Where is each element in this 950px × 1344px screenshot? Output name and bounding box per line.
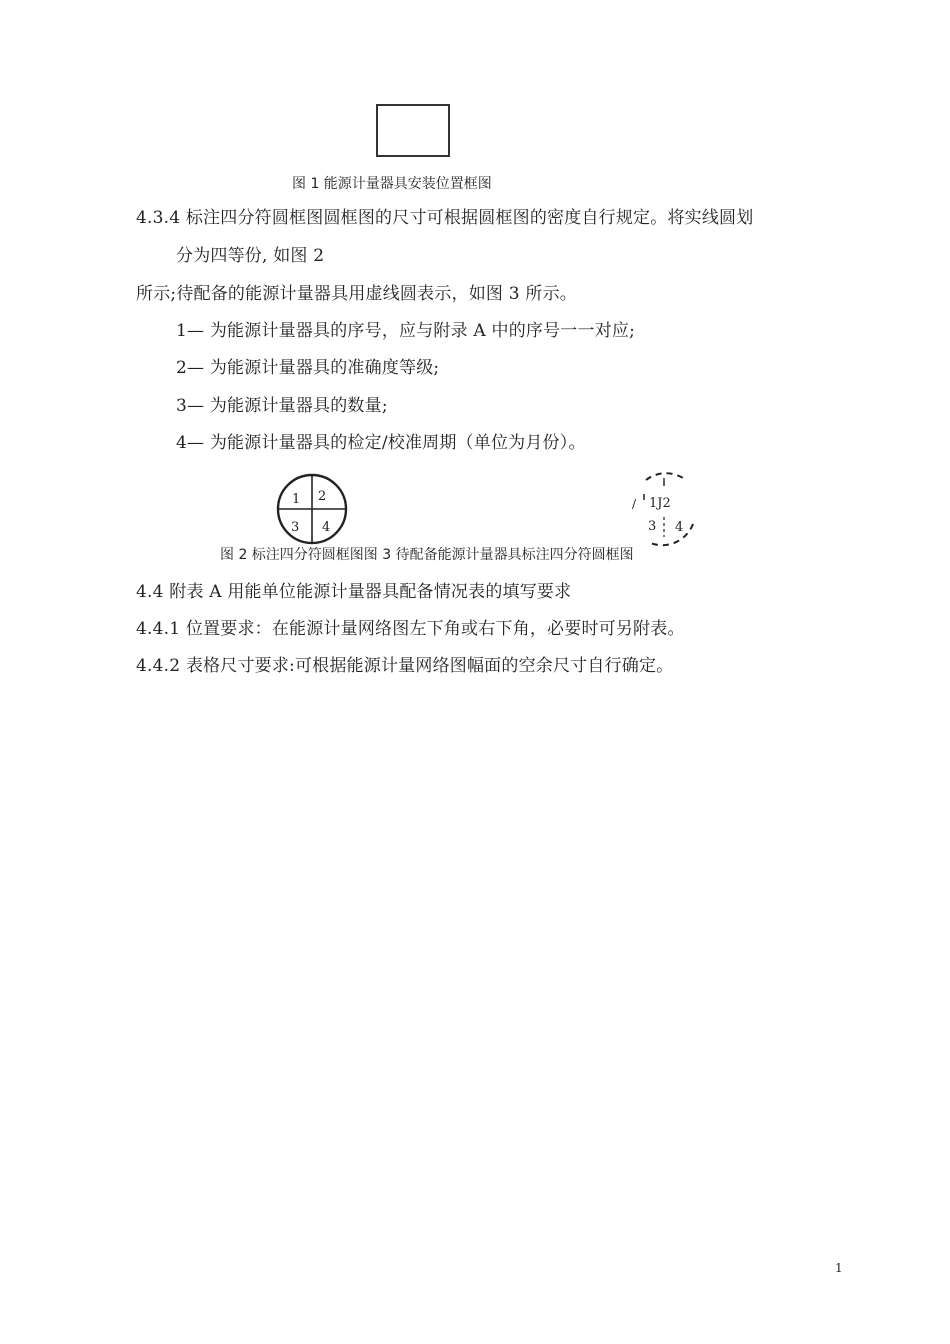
figure3-top-label: 1J2	[649, 496, 671, 511]
figure2-q2: 2	[318, 489, 327, 504]
figure3-q4: 4	[675, 520, 684, 535]
section-434-line3: 所示;待配备的能源计量器具用虚线圆表示，如图 3 所示。	[136, 284, 577, 304]
figure3-dashed-circle	[620, 470, 710, 548]
section-44-title: 4.4 附表 A 用能单位能源计量器具配备情况表的填写要求	[136, 582, 572, 602]
list-item-3: 3— 为能源计量器具的数量;	[176, 396, 388, 416]
figure3-slash: /	[632, 497, 637, 511]
section-434-line1: 4.3.4 标注四分符圆框图圆框图的尺寸可根据圆框图的密度自行规定。将实线圆划	[136, 208, 754, 228]
section-442: 4.4.2 表格尺寸要求:可根据能源计量网络图幅面的空余尺寸自行确定。	[136, 656, 674, 676]
list-item-2: 2— 为能源计量器具的准确度等级;	[176, 358, 440, 378]
figure2-q4: 4	[322, 520, 331, 535]
figure2-q3: 3	[291, 520, 300, 535]
list-item-1: 1— 为能源计量器具的序号，应与附录 A 中的序号一一对应;	[176, 321, 636, 341]
figure2-q1: 1	[292, 492, 301, 507]
figure2-quartered-circle	[270, 472, 354, 546]
figure1-box	[376, 104, 450, 157]
figures-2-3-caption: 图 2 标注四分符圆框图图 3 待配备能源计量器具标注四分符圆框图	[220, 547, 634, 563]
figure1-caption: 图 1 能源计量器具安装位置框图	[292, 176, 492, 192]
section-441: 4.4.1 位置要求：在能源计量网络图左下角或右下角，必要时可另附表。	[136, 619, 685, 639]
figure3-top-arc	[646, 473, 686, 480]
list-item-4: 4— 为能源计量器具的检定/校准周期（单位为月份）。	[176, 433, 586, 453]
section-434-line2: 分为四等份, 如图 2	[176, 246, 325, 266]
figure3-q3: 3	[648, 519, 657, 534]
page-number: 1	[835, 1261, 843, 1275]
